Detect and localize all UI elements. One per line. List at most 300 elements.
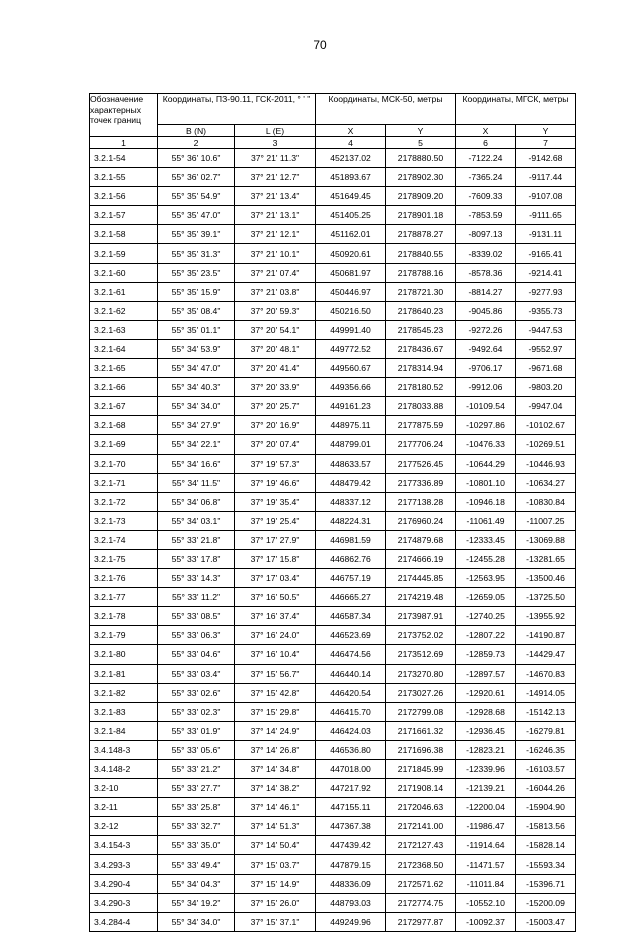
mgsk-y-cell: -10102.67 xyxy=(516,416,576,435)
msk-y-cell: 2177336.89 xyxy=(386,473,456,492)
point-id-cell: 3.2.1-75 xyxy=(90,549,158,568)
mgsk-y-cell: -14429.47 xyxy=(516,645,576,664)
msk-x-cell: 446474.56 xyxy=(316,645,386,664)
mgsk-y-cell: -14670.83 xyxy=(516,664,576,683)
header-num-3: 3 xyxy=(235,137,316,149)
table-row xyxy=(90,225,576,244)
latitude-b-cell: 55° 33' 27.7" xyxy=(158,779,235,798)
table-row xyxy=(90,874,576,893)
msk-y-cell: 2177706.24 xyxy=(386,435,456,454)
table-row xyxy=(90,779,576,798)
table-row xyxy=(90,645,576,664)
longitude-l-cell: 37° 15' 56.7" xyxy=(235,664,316,683)
msk-y-cell: 2178545.23 xyxy=(386,320,456,339)
mgsk-y-cell: -9803.20 xyxy=(516,378,576,397)
msk-y-cell: 2174219.48 xyxy=(386,588,456,607)
mgsk-y-cell: -14914.05 xyxy=(516,683,576,702)
msk-x-cell: 448224.31 xyxy=(316,511,386,530)
longitude-l-cell: 37° 15' 26.0" xyxy=(235,893,316,912)
mgsk-x-cell: -10552.10 xyxy=(456,893,516,912)
mgsk-y-cell: -15593.34 xyxy=(516,855,576,874)
longitude-l-cell: 37° 19' 46.6" xyxy=(235,473,316,492)
msk-x-cell: 448337.12 xyxy=(316,492,386,511)
msk-x-cell: 446862.76 xyxy=(316,549,386,568)
longitude-l-cell: 37° 14' 46.1" xyxy=(235,798,316,817)
table-row xyxy=(90,416,576,435)
mgsk-y-cell: -9111.65 xyxy=(516,206,576,225)
latitude-b-cell: 55° 35' 39.1" xyxy=(158,225,235,244)
latitude-b-cell: 55° 34' 03.1" xyxy=(158,511,235,530)
point-id-cell: 3.2.1-61 xyxy=(90,282,158,301)
latitude-b-cell: 55° 34' 27.9" xyxy=(158,416,235,435)
longitude-l-cell: 37° 21' 12.1" xyxy=(235,225,316,244)
table-row xyxy=(90,359,576,378)
msk-y-cell: 2178180.52 xyxy=(386,378,456,397)
mgsk-x-cell: -12740.25 xyxy=(456,607,516,626)
latitude-b-cell: 55° 35' 47.0" xyxy=(158,206,235,225)
latitude-b-cell: 55° 34' 06.8" xyxy=(158,492,235,511)
point-id-cell: 3.4.148-3 xyxy=(90,740,158,759)
msk-x-cell: 449249.96 xyxy=(316,912,386,931)
point-id-cell: 3.2.1-79 xyxy=(90,626,158,645)
point-id-cell: 3.2.1-66 xyxy=(90,378,158,397)
msk-x-cell: 447367.38 xyxy=(316,817,386,836)
table-row xyxy=(90,626,576,645)
longitude-l-cell: 37° 17' 27.9" xyxy=(235,530,316,549)
mgsk-x-cell: -10644.29 xyxy=(456,454,516,473)
longitude-l-cell: 37° 21' 07.4" xyxy=(235,263,316,282)
point-id-cell: 3.2.1-64 xyxy=(90,339,158,358)
latitude-b-cell: 55° 35' 54.9" xyxy=(158,187,235,206)
mgsk-y-cell: -9552.97 xyxy=(516,339,576,358)
mgsk-x-cell: -9492.64 xyxy=(456,339,516,358)
msk-x-cell: 446757.19 xyxy=(316,569,386,588)
point-id-cell: 3.2.1-81 xyxy=(90,664,158,683)
latitude-b-cell: 55° 33' 49.4" xyxy=(158,855,235,874)
point-id-cell: 3.4.148-2 xyxy=(90,760,158,779)
mgsk-y-cell: -9107.08 xyxy=(516,187,576,206)
msk-x-cell: 451649.45 xyxy=(316,187,386,206)
msk-x-cell: 448336.09 xyxy=(316,874,386,893)
msk-y-cell: 2178033.88 xyxy=(386,397,456,416)
msk-x-cell: 446536.80 xyxy=(316,740,386,759)
latitude-b-cell: 55° 33' 04.6" xyxy=(158,645,235,664)
latitude-b-cell: 55° 35' 31.3" xyxy=(158,244,235,263)
longitude-l-cell: 37° 21' 13.1" xyxy=(235,206,316,225)
longitude-l-cell: 37° 20' 33.9" xyxy=(235,378,316,397)
mgsk-y-cell: -16103.57 xyxy=(516,760,576,779)
mgsk-x-cell: -12920.61 xyxy=(456,683,516,702)
mgsk-x-cell: -10109.54 xyxy=(456,397,516,416)
header-msk-label: Координаты, МСК-50, метры xyxy=(316,94,456,125)
longitude-l-cell: 37° 20' 25.7" xyxy=(235,397,316,416)
mgsk-y-cell: -15396.71 xyxy=(516,874,576,893)
mgsk-y-cell: -9447.53 xyxy=(516,320,576,339)
mgsk-y-cell: -15200.09 xyxy=(516,893,576,912)
mgsk-y-cell: -13955.92 xyxy=(516,607,576,626)
point-id-cell: 3.2.1-68 xyxy=(90,416,158,435)
latitude-b-cell: 55° 34' 40.3" xyxy=(158,378,235,397)
msk-y-cell: 2177875.59 xyxy=(386,416,456,435)
longitude-l-cell: 37° 16' 24.0" xyxy=(235,626,316,645)
table-row xyxy=(90,473,576,492)
table-row xyxy=(90,721,576,740)
mgsk-x-cell: -8339.02 xyxy=(456,244,516,263)
longitude-l-cell: 37° 19' 25.4" xyxy=(235,511,316,530)
latitude-b-cell: 55° 36' 02.7" xyxy=(158,168,235,187)
mgsk-y-cell: -9131.11 xyxy=(516,225,576,244)
point-id-cell: 3.2-12 xyxy=(90,817,158,836)
mgsk-x-cell: -11986.47 xyxy=(456,817,516,836)
longitude-l-cell: 37° 19' 57.3" xyxy=(235,454,316,473)
mgsk-y-cell: -11007.25 xyxy=(516,511,576,530)
msk-x-cell: 447155.11 xyxy=(316,798,386,817)
longitude-l-cell: 37° 14' 50.4" xyxy=(235,836,316,855)
msk-x-cell: 449356.66 xyxy=(316,378,386,397)
msk-x-cell: 451405.25 xyxy=(316,206,386,225)
msk-y-cell: 2173270.80 xyxy=(386,664,456,683)
mgsk-x-cell: -9912.06 xyxy=(456,378,516,397)
point-id-cell: 3.2.1-59 xyxy=(90,244,158,263)
table-row xyxy=(90,664,576,683)
point-id-cell: 3.2-10 xyxy=(90,779,158,798)
mgsk-y-cell: -13281.65 xyxy=(516,549,576,568)
mgsk-y-cell: -10830.84 xyxy=(516,492,576,511)
msk-x-cell: 446981.59 xyxy=(316,530,386,549)
mgsk-x-cell: -10476.33 xyxy=(456,435,516,454)
mgsk-y-cell: -9277.93 xyxy=(516,282,576,301)
msk-y-cell: 2178902.30 xyxy=(386,168,456,187)
point-id-cell: 3.2.1-56 xyxy=(90,187,158,206)
mgsk-x-cell: -11011.84 xyxy=(456,874,516,893)
msk-y-cell: 2178788.16 xyxy=(386,263,456,282)
msk-y-cell: 2176960.24 xyxy=(386,511,456,530)
latitude-b-cell: 55° 33' 02.6" xyxy=(158,683,235,702)
mgsk-y-cell: -15904.90 xyxy=(516,798,576,817)
msk-y-cell: 2172046.63 xyxy=(386,798,456,817)
point-id-cell: 3.2.1-80 xyxy=(90,645,158,664)
msk-y-cell: 2172977.87 xyxy=(386,912,456,931)
msk-y-cell: 2174879.68 xyxy=(386,530,456,549)
header-mgsk-label: Координаты, МГСК, метры xyxy=(456,94,576,125)
msk-x-cell: 450216.50 xyxy=(316,301,386,320)
mgsk-y-cell: -9214.41 xyxy=(516,263,576,282)
msk-x-cell: 450446.97 xyxy=(316,282,386,301)
table-row xyxy=(90,511,576,530)
msk-x-cell: 449991.40 xyxy=(316,320,386,339)
msk-x-cell: 448799.01 xyxy=(316,435,386,454)
latitude-b-cell: 55° 33' 35.0" xyxy=(158,836,235,855)
mgsk-y-cell: -13069.88 xyxy=(516,530,576,549)
header-num-5: 5 xyxy=(386,137,456,149)
point-id-cell: 3.2.1-77 xyxy=(90,588,158,607)
header-sub-l: L (E) xyxy=(235,125,316,137)
mgsk-y-cell: -10446.93 xyxy=(516,454,576,473)
table-row xyxy=(90,187,576,206)
table-row xyxy=(90,798,576,817)
msk-x-cell: 447018.00 xyxy=(316,760,386,779)
table-row xyxy=(90,244,576,263)
longitude-l-cell: 37° 21' 03.8" xyxy=(235,282,316,301)
mgsk-y-cell: -15142.13 xyxy=(516,702,576,721)
latitude-b-cell: 55° 34' 34.0" xyxy=(158,397,235,416)
table-row xyxy=(90,588,576,607)
longitude-l-cell: 37° 14' 24.9" xyxy=(235,721,316,740)
header-pz-label: Координаты, ПЗ-90.11, ГСК-2011, ° ' " xyxy=(158,94,316,125)
mgsk-x-cell: -8814.27 xyxy=(456,282,516,301)
point-id-cell: 3.2.1-74 xyxy=(90,530,158,549)
mgsk-x-cell: -11914.64 xyxy=(456,836,516,855)
mgsk-x-cell: -12333.45 xyxy=(456,530,516,549)
msk-x-cell: 452137.02 xyxy=(316,149,386,168)
table-body xyxy=(90,149,576,932)
mgsk-x-cell: -9706.17 xyxy=(456,359,516,378)
point-id-cell: 3.4.293-3 xyxy=(90,855,158,874)
msk-x-cell: 450681.97 xyxy=(316,263,386,282)
msk-x-cell: 446523.69 xyxy=(316,626,386,645)
mgsk-x-cell: -7853.59 xyxy=(456,206,516,225)
mgsk-x-cell: -8578.36 xyxy=(456,263,516,282)
mgsk-x-cell: -10092.37 xyxy=(456,912,516,931)
latitude-b-cell: 55° 36' 10.6" xyxy=(158,149,235,168)
mgsk-x-cell: -12807.22 xyxy=(456,626,516,645)
mgsk-x-cell: -12928.68 xyxy=(456,702,516,721)
point-id-cell: 3.4.290-3 xyxy=(90,893,158,912)
msk-y-cell: 2171845.99 xyxy=(386,760,456,779)
point-id-cell: 3.2.1-82 xyxy=(90,683,158,702)
header-sub-mgsk-x: X xyxy=(456,125,516,137)
header-num-7: 7 xyxy=(516,137,576,149)
mgsk-x-cell: -7609.33 xyxy=(456,187,516,206)
msk-x-cell: 446424.03 xyxy=(316,721,386,740)
latitude-b-cell: 55° 34' 53.9" xyxy=(158,339,235,358)
latitude-b-cell: 55° 35' 01.1" xyxy=(158,320,235,339)
latitude-b-cell: 55° 33' 11.2" xyxy=(158,588,235,607)
mgsk-x-cell: -12455.28 xyxy=(456,549,516,568)
msk-y-cell: 2174666.19 xyxy=(386,549,456,568)
latitude-b-cell: 55° 34' 04.3" xyxy=(158,874,235,893)
point-id-cell: 3.2.1-78 xyxy=(90,607,158,626)
table-row xyxy=(90,263,576,282)
point-id-cell: 3.2.1-57 xyxy=(90,206,158,225)
msk-x-cell: 447439.42 xyxy=(316,836,386,855)
page-number: 70 xyxy=(313,38,327,52)
mgsk-y-cell: -16044.26 xyxy=(516,779,576,798)
latitude-b-cell: 55° 34' 47.0" xyxy=(158,359,235,378)
table-row xyxy=(90,530,576,549)
point-id-cell: 3.2.1-83 xyxy=(90,702,158,721)
header-sub-b: B (N) xyxy=(158,125,235,137)
msk-y-cell: 2173027.26 xyxy=(386,683,456,702)
header-sub-mgsk-y: Y xyxy=(516,125,576,137)
mgsk-x-cell: -11061.49 xyxy=(456,511,516,530)
point-id-cell: 3.2.1-60 xyxy=(90,263,158,282)
table-row xyxy=(90,282,576,301)
msk-x-cell: 449161.23 xyxy=(316,397,386,416)
table-row xyxy=(90,206,576,225)
mgsk-y-cell: -16246.35 xyxy=(516,740,576,759)
longitude-l-cell: 37° 16' 37.4" xyxy=(235,607,316,626)
latitude-b-cell: 55° 33' 32.7" xyxy=(158,817,235,836)
msk-y-cell: 2171696.38 xyxy=(386,740,456,759)
msk-y-cell: 2174445.85 xyxy=(386,569,456,588)
longitude-l-cell: 37° 21' 12.7" xyxy=(235,168,316,187)
longitude-l-cell: 37° 14' 51.3" xyxy=(235,817,316,836)
point-id-cell: 3.2.1-63 xyxy=(90,320,158,339)
mgsk-y-cell: -14190.87 xyxy=(516,626,576,645)
msk-x-cell: 450920.61 xyxy=(316,244,386,263)
latitude-b-cell: 55° 34' 22.1" xyxy=(158,435,235,454)
msk-y-cell: 2172571.62 xyxy=(386,874,456,893)
msk-y-cell: 2178436.67 xyxy=(386,339,456,358)
mgsk-y-cell: -15813.56 xyxy=(516,817,576,836)
msk-x-cell: 446587.34 xyxy=(316,607,386,626)
msk-y-cell: 2178909.20 xyxy=(386,187,456,206)
table-row xyxy=(90,893,576,912)
mgsk-y-cell: -9671.68 xyxy=(516,359,576,378)
msk-y-cell: 2171908.14 xyxy=(386,779,456,798)
latitude-b-cell: 55° 33' 02.3" xyxy=(158,702,235,721)
table-row xyxy=(90,817,576,836)
mgsk-y-cell: -9947.04 xyxy=(516,397,576,416)
msk-y-cell: 2178880.50 xyxy=(386,149,456,168)
longitude-l-cell: 37° 19' 35.4" xyxy=(235,492,316,511)
mgsk-y-cell: -9165.41 xyxy=(516,244,576,263)
point-id-cell: 3.2.1-76 xyxy=(90,569,158,588)
point-id-cell: 3.2.1-73 xyxy=(90,511,158,530)
msk-y-cell: 2177138.28 xyxy=(386,492,456,511)
header-sub-msk-x: X xyxy=(316,125,386,137)
table-row xyxy=(90,320,576,339)
msk-y-cell: 2173987.91 xyxy=(386,607,456,626)
table-row xyxy=(90,607,576,626)
mgsk-x-cell: -8097.13 xyxy=(456,225,516,244)
msk-x-cell: 448479.42 xyxy=(316,473,386,492)
msk-x-cell: 448633.57 xyxy=(316,454,386,473)
mgsk-y-cell: -9117.44 xyxy=(516,168,576,187)
longitude-l-cell: 37° 17' 03.4" xyxy=(235,569,316,588)
mgsk-x-cell: -7365.24 xyxy=(456,168,516,187)
msk-x-cell: 446415.70 xyxy=(316,702,386,721)
msk-y-cell: 2172799.08 xyxy=(386,702,456,721)
point-id-cell: 3.2.1-55 xyxy=(90,168,158,187)
mgsk-y-cell: -16279.81 xyxy=(516,721,576,740)
table-row xyxy=(90,149,576,168)
point-id-cell: 3.2.1-67 xyxy=(90,397,158,416)
mgsk-x-cell: -10801.10 xyxy=(456,473,516,492)
latitude-b-cell: 55° 34' 19.2" xyxy=(158,893,235,912)
table-row xyxy=(90,168,576,187)
point-id-cell: 3.4.290-4 xyxy=(90,874,158,893)
point-id-cell: 3.2-11 xyxy=(90,798,158,817)
msk-x-cell: 448793.03 xyxy=(316,893,386,912)
coordinates-table xyxy=(89,93,576,932)
longitude-l-cell: 37° 21' 13.4" xyxy=(235,187,316,206)
msk-y-cell: 2178840.55 xyxy=(386,244,456,263)
msk-y-cell: 2178721.30 xyxy=(386,282,456,301)
msk-y-cell: 2171661.32 xyxy=(386,721,456,740)
header-sub-msk-y: Y xyxy=(386,125,456,137)
mgsk-x-cell: -12139.21 xyxy=(456,779,516,798)
mgsk-x-cell: -10946.18 xyxy=(456,492,516,511)
mgsk-y-cell: -15828.14 xyxy=(516,836,576,855)
mgsk-x-cell: -12936.45 xyxy=(456,721,516,740)
latitude-b-cell: 55° 33' 08.5" xyxy=(158,607,235,626)
msk-y-cell: 2177526.45 xyxy=(386,454,456,473)
point-id-cell: 3.4.154-3 xyxy=(90,836,158,855)
longitude-l-cell: 37° 14' 38.2" xyxy=(235,779,316,798)
msk-x-cell: 451162.01 xyxy=(316,225,386,244)
longitude-l-cell: 37° 14' 26.8" xyxy=(235,740,316,759)
latitude-b-cell: 55° 33' 25.8" xyxy=(158,798,235,817)
latitude-b-cell: 55° 34' 34.0" xyxy=(158,912,235,931)
mgsk-x-cell: -11471.57 xyxy=(456,855,516,874)
longitude-l-cell: 37° 21' 10.1" xyxy=(235,244,316,263)
mgsk-y-cell: -13500.46 xyxy=(516,569,576,588)
latitude-b-cell: 55° 33' 01.9" xyxy=(158,721,235,740)
longitude-l-cell: 37° 14' 34.8" xyxy=(235,760,316,779)
latitude-b-cell: 55° 33' 03.4" xyxy=(158,664,235,683)
header-num-2: 2 xyxy=(158,137,235,149)
mgsk-x-cell: -12859.73 xyxy=(456,645,516,664)
longitude-l-cell: 37° 20' 48.1" xyxy=(235,339,316,358)
latitude-b-cell: 55° 33' 14.3" xyxy=(158,569,235,588)
longitude-l-cell: 37° 16' 10.4" xyxy=(235,645,316,664)
longitude-l-cell: 37° 20' 16.9" xyxy=(235,416,316,435)
msk-x-cell: 449772.52 xyxy=(316,339,386,358)
table-row xyxy=(90,836,576,855)
mgsk-y-cell: -13725.50 xyxy=(516,588,576,607)
point-id-cell: 3.2.1-69 xyxy=(90,435,158,454)
latitude-b-cell: 55° 35' 23.5" xyxy=(158,263,235,282)
msk-y-cell: 2178901.18 xyxy=(386,206,456,225)
table-row xyxy=(90,855,576,874)
point-id-cell: 3.2.1-71 xyxy=(90,473,158,492)
mgsk-y-cell: -10634.27 xyxy=(516,473,576,492)
msk-x-cell: 449560.67 xyxy=(316,359,386,378)
point-id-cell: 3.2.1-65 xyxy=(90,359,158,378)
header-num-1: 1 xyxy=(90,137,158,149)
table-row xyxy=(90,740,576,759)
longitude-l-cell: 37° 20' 41.4" xyxy=(235,359,316,378)
point-id-cell: 3.2.1-72 xyxy=(90,492,158,511)
msk-x-cell: 446665.27 xyxy=(316,588,386,607)
table-row xyxy=(90,760,576,779)
msk-y-cell: 2172774.75 xyxy=(386,893,456,912)
mgsk-x-cell: -12339.96 xyxy=(456,760,516,779)
longitude-l-cell: 37° 21' 11.3" xyxy=(235,149,316,168)
table-row xyxy=(90,301,576,320)
msk-y-cell: 2172127.43 xyxy=(386,836,456,855)
mgsk-x-cell: -12823.21 xyxy=(456,740,516,759)
latitude-b-cell: 55° 35' 08.4" xyxy=(158,301,235,320)
longitude-l-cell: 37° 15' 14.9" xyxy=(235,874,316,893)
mgsk-x-cell: -10297.86 xyxy=(456,416,516,435)
latitude-b-cell: 55° 33' 06.3" xyxy=(158,626,235,645)
msk-y-cell: 2172368.50 xyxy=(386,855,456,874)
msk-y-cell: 2172141.00 xyxy=(386,817,456,836)
header-point-label: Обозначение характерных точек границ xyxy=(90,94,158,137)
msk-y-cell: 2178878.27 xyxy=(386,225,456,244)
msk-x-cell: 451893.67 xyxy=(316,168,386,187)
table-row xyxy=(90,397,576,416)
mgsk-x-cell: -7122.24 xyxy=(456,149,516,168)
table-row xyxy=(90,492,576,511)
table-row xyxy=(90,454,576,473)
mgsk-y-cell: -9355.73 xyxy=(516,301,576,320)
longitude-l-cell: 37° 20' 07.4" xyxy=(235,435,316,454)
latitude-b-cell: 55° 33' 21.8" xyxy=(158,530,235,549)
